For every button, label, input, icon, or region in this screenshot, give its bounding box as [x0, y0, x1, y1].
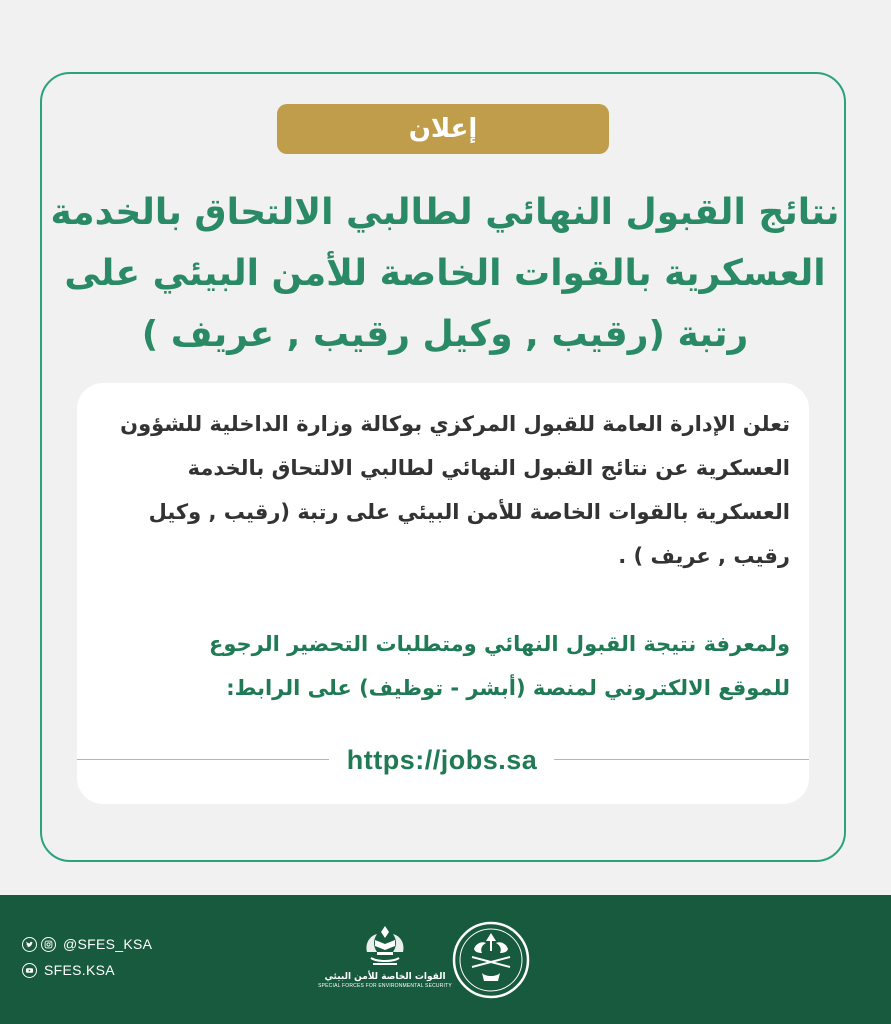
social-row-secondary — [22, 960, 152, 980]
social-handle-twitter[interactable]: @SFES_KSA — [63, 936, 153, 952]
title-line: نتائج القبول النهائي لطالبي الالتحاق بالخدمة — [50, 192, 840, 233]
divider-left — [77, 759, 329, 760]
paragraph-line: العسكرية عن نتائج القبول النهائي لطالبي الالتحاق بالخدمة — [187, 456, 790, 480]
announcement-title — [50, 182, 840, 365]
logo-arabic-text: القوات الخاصة للأمن البيئي — [324, 972, 446, 982]
ministry-emblem-icon — [452, 921, 530, 999]
social-row-primary — [22, 934, 152, 954]
logo-english-text: SPECIAL FORCES FOR ENVIRONMENTAL SECURITY — [318, 983, 452, 989]
paragraph-line: رقيب , عريف ) . — [618, 544, 790, 568]
info-line: ولمعرفة نتيجة القبول النهائي ومتطلبات التحضير الرجوع — [208, 632, 790, 656]
announcement-paragraph — [110, 402, 790, 578]
info-paragraph — [110, 622, 790, 710]
title-line: العسكرية بالقوات الخاصة للأمن البيئي على — [64, 253, 826, 294]
sfes-logo — [318, 922, 452, 1002]
info-line: للموقع الالكتروني لمنصة (أبشر - توظيف) على الرابط: — [226, 676, 790, 700]
twitter-icon[interactable] — [22, 937, 37, 952]
badge-label: إعلان — [408, 114, 478, 144]
paragraph-line: العسكرية بالقوات الخاصة للأمن البيئي على رتبة (رقيب , وكيل — [148, 500, 790, 524]
link-row — [77, 738, 809, 782]
youtube-icon[interactable] — [22, 963, 37, 978]
title-line: رتبة (رقيب , وكيل رقيب , عريف ) — [141, 314, 749, 355]
paragraph-line: تعلن الإدارة العامة للقبول المركزي بوكالة وزارة الداخلية للشؤون — [120, 412, 790, 436]
social-handle-youtube[interactable]: SFES.KSA — [44, 962, 115, 978]
social-links — [22, 934, 152, 986]
announcement-badge — [277, 104, 609, 154]
divider-right — [554, 759, 809, 760]
jobs-link[interactable]: https://jobs.sa — [346, 745, 538, 775]
instagram-icon[interactable] — [41, 937, 56, 952]
sfes-emblem-icon — [357, 922, 413, 970]
